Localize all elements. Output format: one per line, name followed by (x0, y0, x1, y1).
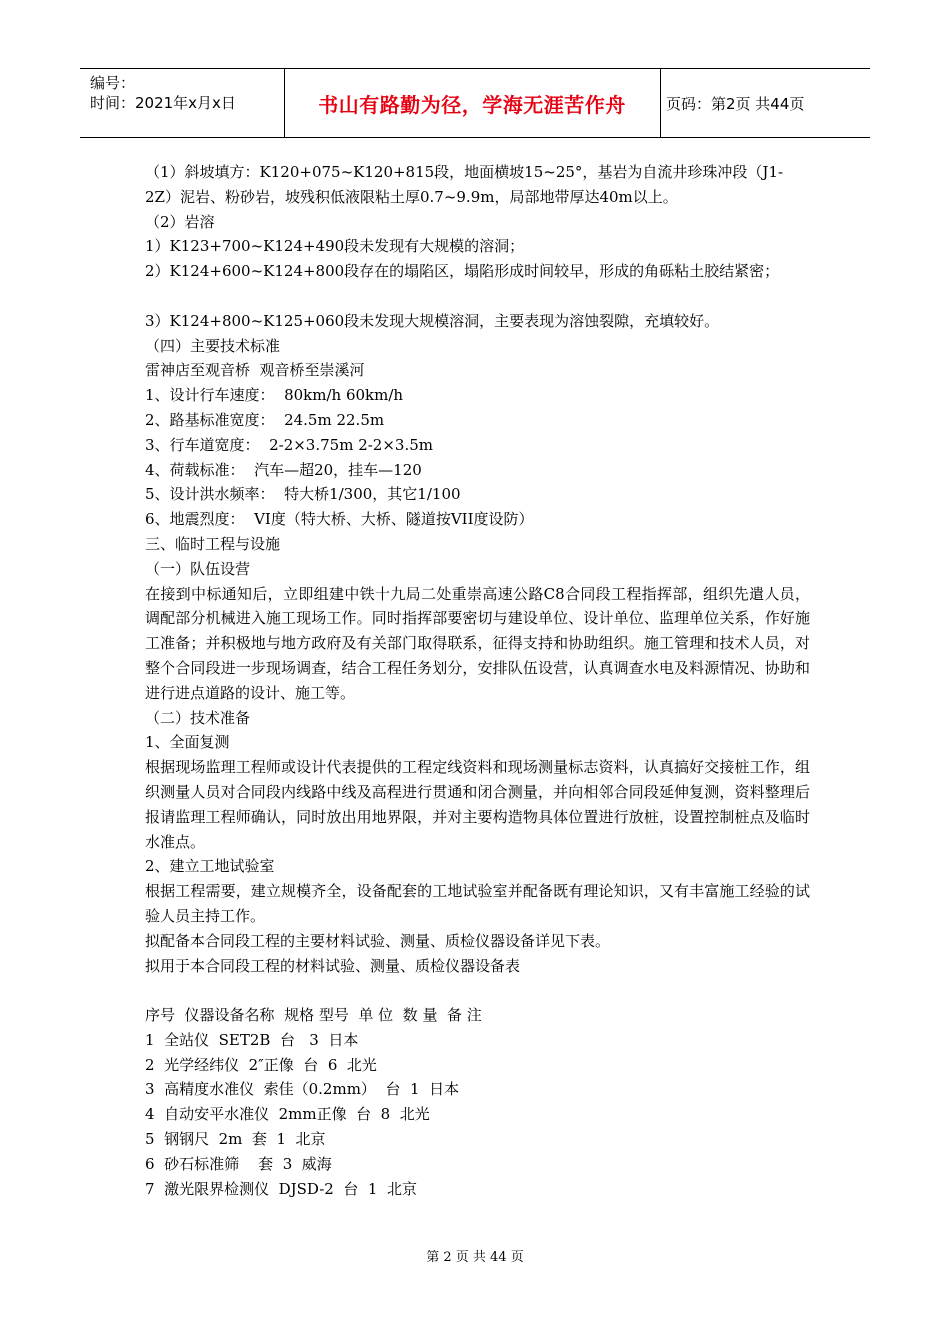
text-line: （1）斜坡填方：K120+075~K120+815段，地面横坡15~25°，基岩为自流井珍珠冲段（J1- (145, 163, 784, 181)
text-line: 1、设计行车速度： 80km/h 60km/h (145, 386, 404, 405)
paragraph: 在接到中标通知后，立即组建中铁十九局二处重崇高速公路C8合同段工程指挥部，组织先遣人员，调配部分机械进入施工现场工作。同时指挥部要密切与建设单位、设计单位、监理单位关系，作好施工准备；并积极地与地方政府及有关部门取得联系，征得支持和协助组织。施工管理和技术人员，对整个合同段进一步现场调查，结合工程任务划分，安排队伍设营，认真调查水电及料源情况、协助和进行进点道路的设计、施工等。 (145, 584, 810, 702)
text-line: 3、行车道宽度： 2-2×3.75m 2-2×3.5m (145, 435, 433, 454)
text-line: 4、荷载标准： 汽车—超20，挂车—120 (145, 460, 422, 479)
paragraph: 根据现场监理工程师或设计代表提供的工程定线资料和现场测量标志资料，认真搞好交接桩工作，组织测量人员对合同段内线路中线及高程进行贯通和闭合测量，并向相邻合同段延伸复测，资料整理后报请监理工程师确认，同时放出用地界限，并对主要构造物具体位置进行放桩，设置控制桩点及临时水准点。 (145, 758, 810, 851)
document-body (145, 160, 810, 1201)
section-heading: （二）技术准备 (145, 708, 251, 727)
date-label: 时间：2021年x月x日 (90, 94, 236, 112)
text-line: 6、地震烈度： VI度（特大桥、大桥、隧道按VII度设防） (145, 510, 534, 529)
table-row: 6 砂石标准筛 套 3 威海 (145, 1154, 332, 1173)
section-heading: （四）主要技术标准 (145, 336, 281, 355)
table-row: 4 自动安平水准仪 2mm正像 台 8 北光 (145, 1105, 430, 1124)
text-line: 3）K124+800~K125+060段未发现大规模溶洞，主要表现为溶蚀裂隙，充填较好。 (145, 311, 720, 330)
header-motto: 书山有路勤为径，学海无涯苦作舟 (318, 92, 626, 117)
text-line: 1）K123+700~K124+490段未发现有大规模的溶洞； (145, 237, 525, 256)
table-header: 序号 仪器设备名称 规格 型号 单 位 数 量 备 注 (145, 1006, 482, 1025)
section-heading: 三、临时工程与设施 (145, 534, 281, 553)
paragraph: 根据工程需要，建立规模齐全，设备配套的工地试验室并配备既有理论知识，又有丰富施工经验的试验人员主持工作。 (145, 882, 810, 925)
section-heading: 2、建立工地试验室 (145, 857, 275, 876)
section-heading: 1、全面复测 (145, 733, 230, 752)
page-footer: 第 2 页 共 44 页 (426, 1250, 524, 1265)
table-row: 7 激光限界检测仪 DJSD-2 台 1 北京 (145, 1179, 418, 1198)
text-line: 5、设计洪水频率： 特大桥1/300，其它1/100 (145, 485, 461, 504)
text-line: 拟配备本合同段工程的主要材料试验、测量、质检仪器设备详见下表。 (145, 931, 611, 950)
table-caption: 拟用于本合同段工程的材料试验、测量、质检仪器设备表 (145, 956, 521, 975)
table-row: 1 全站仪 SET2B 台 3 日本 (145, 1030, 359, 1049)
table-row: 5 钢钢尺 2m 套 1 北京 (145, 1130, 326, 1149)
text-line: 2Z）泥岩、粉砂岩，坡残积低液限粘土厚0.7~9.9m，局部地带厚达40m以上。 (145, 187, 678, 206)
header-divider (660, 69, 661, 137)
text-line: （2）岩溶 (145, 212, 215, 231)
section-heading: （一）队伍设营 (145, 559, 251, 578)
text-line: 2、路基标准宽度： 24.5m 22.5m (145, 410, 385, 429)
page-header (80, 68, 870, 138)
header-page-info: 页码：第2页 共44页 (666, 94, 805, 113)
table-row: 2 光学经纬仪 2″正像 台 6 北光 (145, 1055, 377, 1074)
header-meta (90, 73, 236, 113)
text-line: 2）K124+600~K124+800段存在的塌陷区，塌陷形成时间较早，形成的角砾粘土胶结紧密； (145, 262, 780, 281)
text-line: 雷神店至观音桥 观音桥至崇溪河 (145, 361, 365, 380)
table-row: 3 高精度水准仪 索佳（0.2mm） 台 1 日本 (145, 1080, 460, 1099)
serial-label: 编号： (90, 74, 136, 92)
